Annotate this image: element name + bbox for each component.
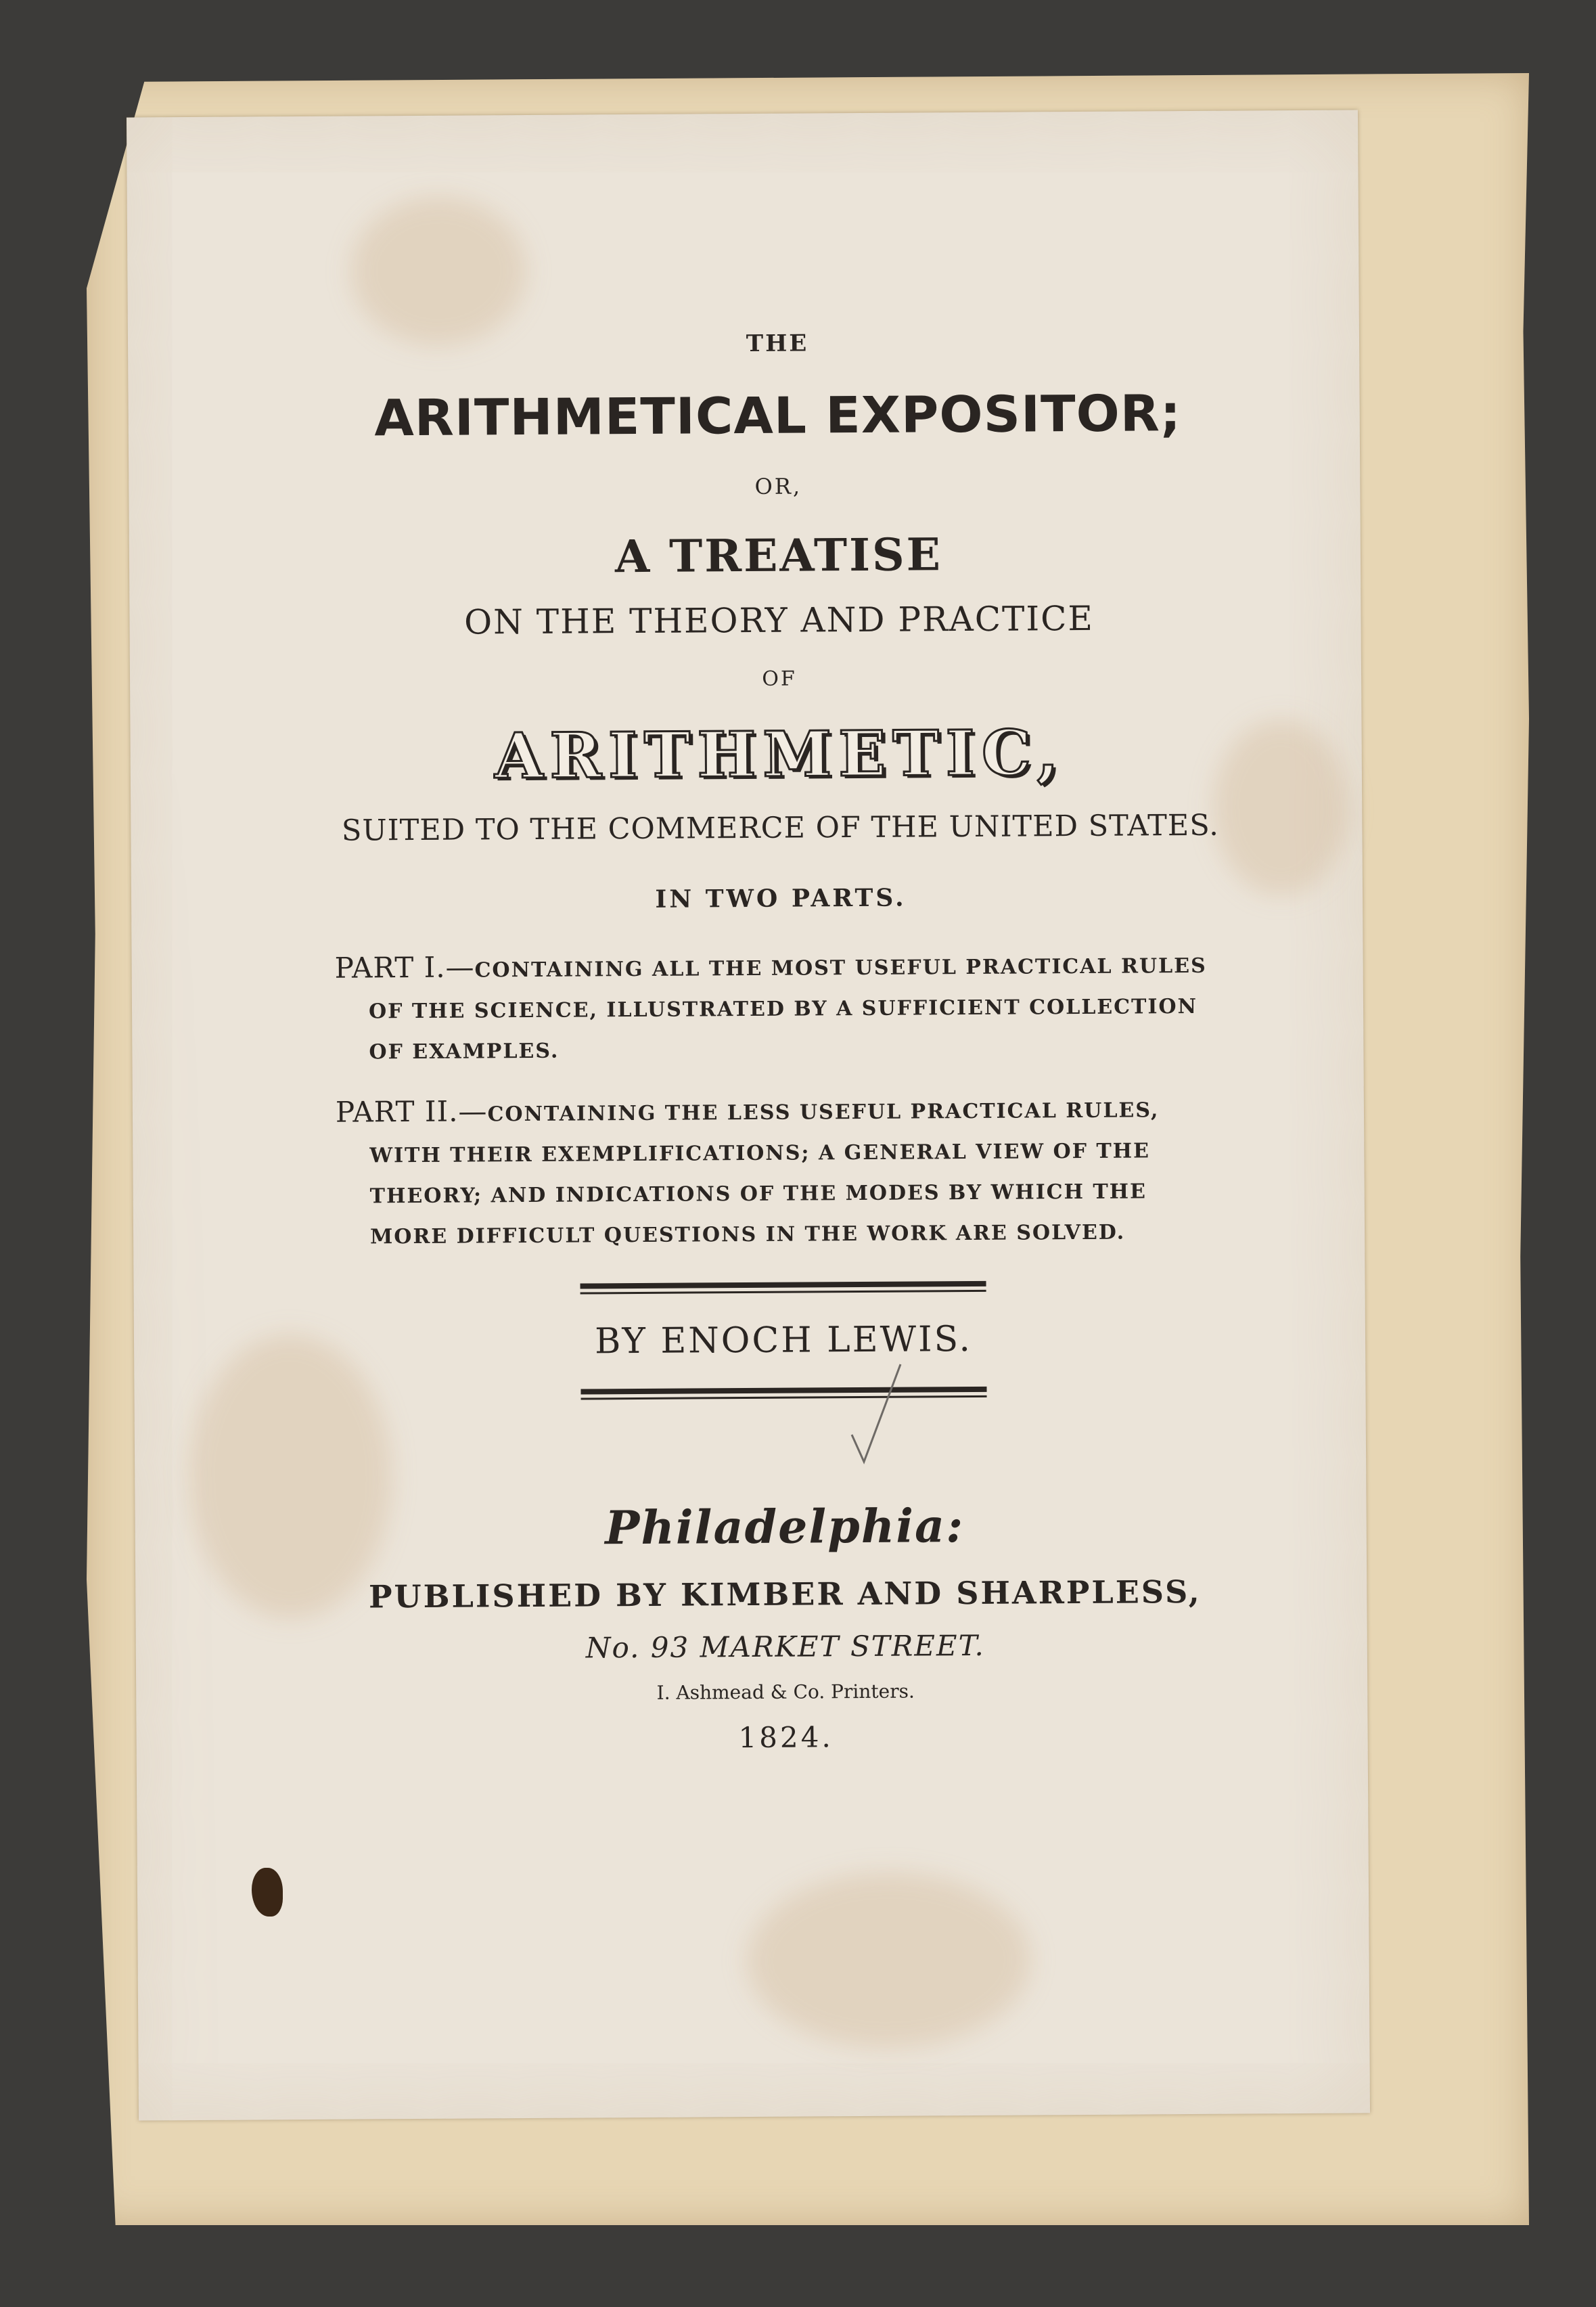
part-one-description [334,943,1228,1073]
imprint-address: No. 93 MARKET STREET. [585,1628,985,1665]
part-two-lead: PART II.— [335,1094,488,1129]
part-two-text: CONTAINING THE LESS USEFUL PRACTICAL RULES, WITH THEIR EXEMPLIFICATIONS; A GENERAL VIEW OF THE THEORY; AND INDICATIONS OF THE MODES BY WHICH THE MORE DIFFICULT QUESTIONS IN THE WORK ARE SOLVED. [369,1098,1160,1249]
title-or: OR, [754,473,802,499]
double-rule-top [580,1281,986,1295]
title-page-sheet [127,110,1370,2120]
in-two-parts: IN TWO PARTS. [655,883,907,914]
foxing-stain [1212,719,1349,896]
subtitle-theory-practice: ON THE THEORY AND PRACTICE [463,598,1095,642]
foxing-stain [350,196,527,346]
pencil-check-mark-icon [849,1360,903,1469]
subtitle-of: OF [762,667,797,691]
part-one-text: CONTAINING ALL THE MOST USEFUL PRACTICAL RULES OF THE SCIENCE, ILLUSTRATED BY A SUFFICIENT COLLECTION OF EXAMPLES. [368,954,1207,1065]
subtitle-treatise: A TREATISE [614,528,943,583]
subtitle-arithmetic: ARITHMETIC, [494,716,1066,793]
title-article: THE [746,330,809,357]
subtitle-suited: SUITED TO THE COMMERCE OF THE UNITED STATES. [341,808,1219,848]
foxing-stain [746,1871,1032,2049]
part-one-lead: PART I.— [334,950,475,985]
imprint-publisher: PUBLISHED BY KIMBER AND SHARPLESS, [368,1573,1202,1615]
author-line: BY ENOCH LEWIS. [595,1318,973,1362]
main-title: ARITHMETICAL EXPOSITOR; [374,384,1182,448]
imprint-printers: I. Ashmead & Co. Printers. [656,1680,915,1704]
imprint-year: 1824. [738,1720,834,1755]
part-two-description [336,1087,1229,1258]
double-rule-bottom [580,1387,986,1400]
title-page-text [331,328,1233,1757]
imprint-city: Philadelphia: [605,1499,965,1556]
